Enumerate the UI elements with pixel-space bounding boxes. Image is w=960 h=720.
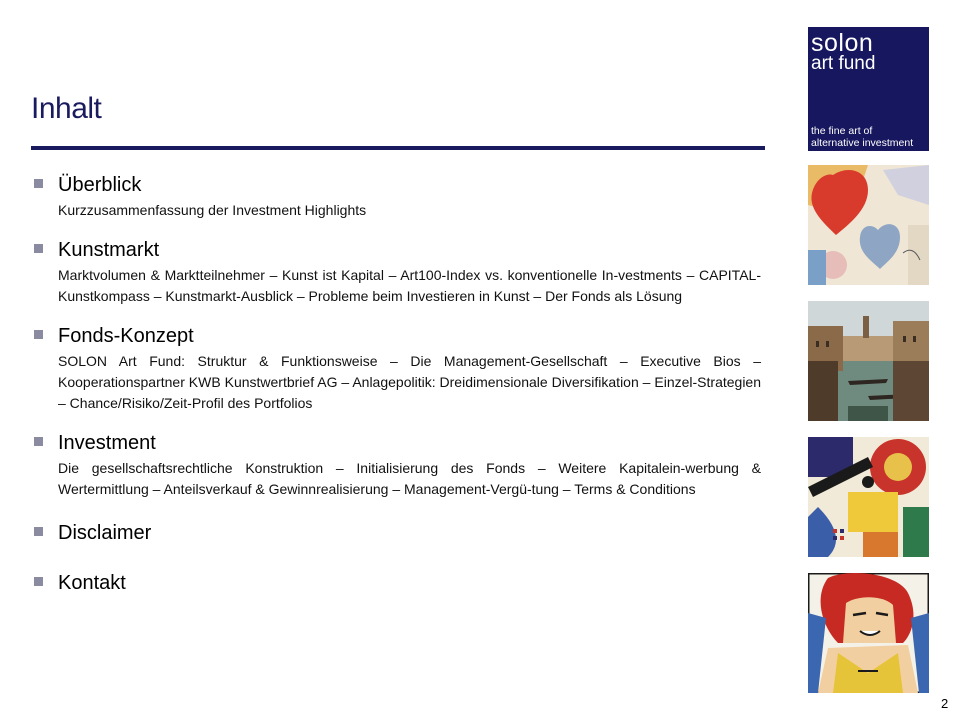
logo-tagline-line-1: the fine art of <box>811 125 873 137</box>
square-bullet-icon <box>34 527 43 536</box>
logo-tagline-line-2: alternative investment <box>811 137 914 149</box>
toc-item-title: Überblick <box>58 174 142 196</box>
toc-item-fonds-konzept <box>33 323 761 414</box>
square-bullet-icon <box>34 437 43 446</box>
square-bullet-icon <box>34 330 43 339</box>
toc-item-title: Kontakt <box>58 572 126 594</box>
toc-item-disclaimer <box>33 520 761 546</box>
table-of-contents <box>33 172 761 596</box>
toc-item-ueberblick <box>33 172 761 221</box>
toc-item-kunstmarkt <box>33 237 761 307</box>
toc-item-title: Disclaimer <box>58 522 152 544</box>
logo-subtitle: art fund <box>811 53 876 74</box>
artwork-venice-image <box>808 301 929 421</box>
toc-item-title: Fonds-Konzept <box>58 325 194 347</box>
solon-art-fund-logo <box>808 27 929 151</box>
toc-item-description: SOLON Art Fund: Struktur & Funktionsweise – Die Management-Gesellschaft – Executive Bios – Kooperationspartner KWB Kunstwertbrief AG – Anlagepolitik: Dreidimensionale Diversifikation – Einzel-Strategien – Chance/Risiko/Zeit-Profil des Portfolios <box>58 353 761 411</box>
toc-item-description: Marktvolumen & Marktteilnehmer – Kunst ist Kapital – Art100-Index vs. konventionelle In-vestments – CAPITAL-Kunstkompass – Kunstmarkt-Ausblick – Probleme beim Investieren in Kunst – Der Fonds als Lösung <box>58 267 761 304</box>
toc-item-description: Die gesellschaftsrechtliche Konstruktion – Initialisierung des Fonds – Weitere Kapitalein-werbung & Wertermittlung – Anteilsverkauf & Gewinnrealisierung – Management-Vergü-tung – Terms & Conditions <box>58 460 761 497</box>
toc-item-title: Kunstmarkt <box>58 239 160 261</box>
square-bullet-icon <box>34 577 43 586</box>
page-title: Inhalt <box>31 92 102 125</box>
artwork-hearts-image <box>808 165 929 285</box>
square-bullet-icon <box>34 244 43 253</box>
page-number: 2 <box>941 696 949 711</box>
square-bullet-icon <box>34 179 43 188</box>
toc-item-description: Kurzzusammenfassung der Investment Highlights <box>58 202 367 218</box>
logo-name: solon <box>811 29 874 57</box>
toc-item-title: Investment <box>58 432 156 454</box>
toc-item-investment <box>33 430 761 500</box>
logo-tagline <box>811 125 913 149</box>
artwork-pop-art-image <box>808 573 929 693</box>
artwork-abstract-image <box>808 437 929 557</box>
toc-item-kontakt <box>33 570 761 596</box>
title-divider <box>31 146 765 150</box>
